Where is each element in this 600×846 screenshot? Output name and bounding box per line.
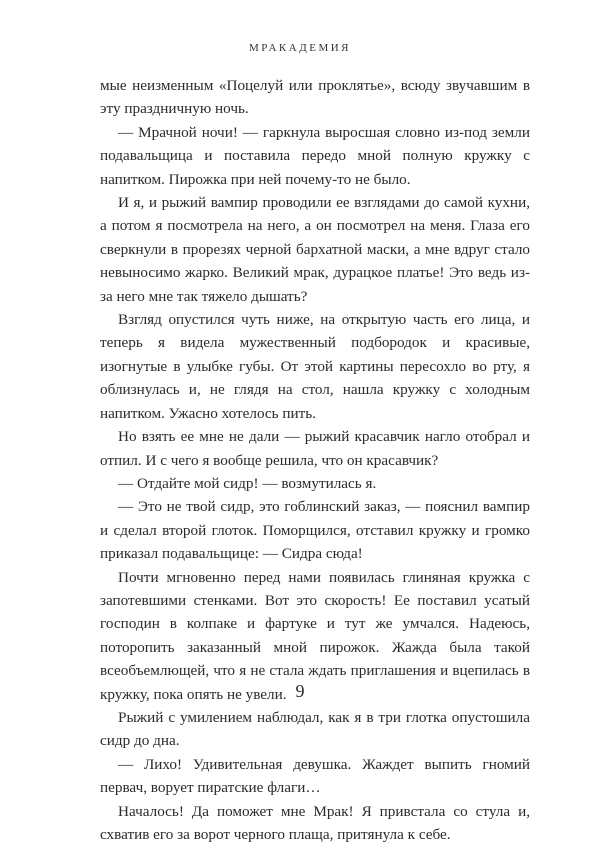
paragraph: — Это не твой сидр, это гоблинский заказ, — пояснил вампир и сделал второй глоток. Поморщился, отставил кружку и громко приказал подавальщице: — Сидра сюда!: [100, 498, 530, 563]
paragraph: Началось! Да поможет мне Мрак! Я привстала со стула и, схватив его за ворот черного плаща, притянула к себе.: [100, 802, 530, 843]
paragraph: Но взять ее мне не дали — рыжий красавчик нагло отобрал и отпил. И с чего я вообще решила, что он красавчик?: [100, 428, 530, 469]
paragraph: И я, и рыжий вампир проводили ее взглядами до самой кухни, а потом я посмотрела на него, а он посмотрел на меня. Глаза его сверкнули в прорезях черной бархатной маски, а мне вдруг стало невыносимо жарко. Великий мрак, дурацкое платье! Это ведь из-за него мне так тяжело дышать?: [100, 194, 530, 305]
body-text: [100, 74, 530, 846]
paragraph: мые неизменным «Поцелуй или проклятье», всюду звучавшим в эту праздничную ночь.: [100, 77, 530, 118]
paragraph: Взгляд опустился чуть ниже, на открытую часть его лица, и теперь я видела мужественный подбородок и красивые, изогнутые в улыбке губы. От этой картины пересохло во рту, я облизнулась и, не глядя на стол, нашла кружку с холодным напитком. Ужасно хотелось пить.: [100, 311, 530, 422]
page-number: 9: [295, 681, 305, 701]
paragraph: — Лихо! Удивительная девушка. Жаждет выпить гномий первач, ворует пиратские флаги…: [100, 755, 530, 797]
paragraph: — Отдайте мой сидр! — возмутилась я.: [118, 474, 377, 492]
running-head: МРАКАДЕМИЯ: [249, 42, 351, 54]
paragraph: Почти мгновенно перед нами появилась глиняная кружка с запотевшими стенками. Вот это скорость! Ее поставил усатый господин в колпаке и фартуке и тут же умчался. Надеюсь, поторопить заказанный мной пирожок. Жажда была такой всеобъемлющей, что я не стала ждать приглашения и вцепилась в кружку, пока опять не увели.: [100, 568, 530, 703]
paragraph: — Мрачной ночи! — гаркнула выросшая словно из-под земли подавальщица и поставила передо мной полную кружку с напитком. Пирожка при ней почему-то не было.: [100, 123, 530, 188]
paragraph: Рыжий с умилением наблюдал, как я в три глотка опустошила сидр до дна.: [100, 708, 530, 750]
